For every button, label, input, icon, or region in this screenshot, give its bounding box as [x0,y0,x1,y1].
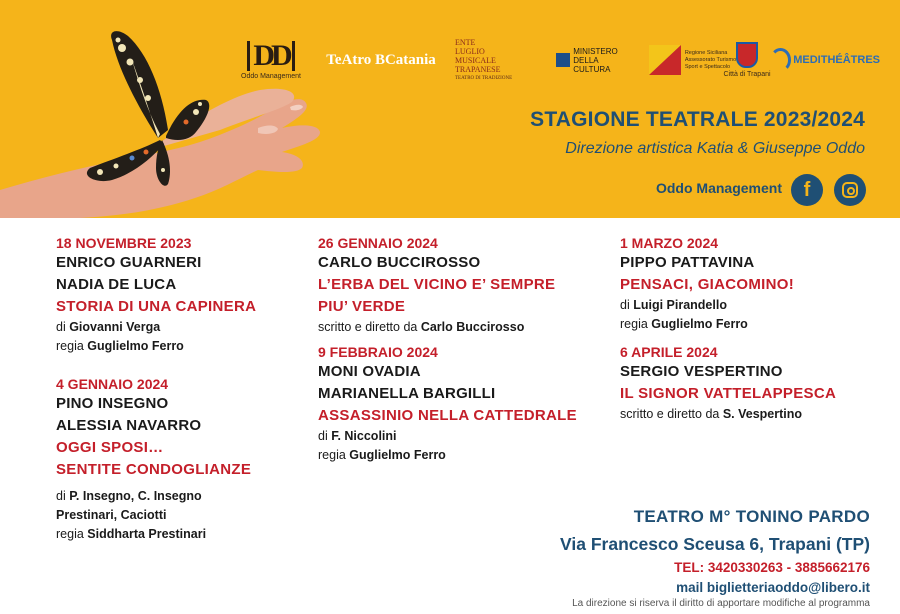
show-card [620,235,880,334]
season-subtitle: Direzione artistica Katia & Giuseppe Oddo [565,140,865,157]
show-date: 1 MARZO 2024 [620,235,719,251]
show-title: SENTITE CONDOGLIANZE [56,461,252,478]
show-date: 18 NOVEMBRE 2023 [56,235,192,251]
show-date: 6 APRILE 2024 [620,344,718,360]
show-credit: di Luigi Pirandello [620,298,727,312]
trapani-crest-icon [736,42,758,68]
show-performer: CARLO BUCCIROSSO [318,254,481,271]
show-performer: MONI OVADIA [318,363,421,380]
show-date: 9 FEBBRAIO 2024 [318,344,438,360]
show-date: 4 GENNAIO 2024 [56,376,169,392]
show-title: PENSACI, GIACOMINO! [620,276,795,293]
facebook-icon[interactable]: f [791,174,823,206]
show-credit: regia Siddharta Prestinari [56,527,207,541]
social-label: Oddo Management [655,180,782,196]
show-performer: SERGIO VESPERTINO [620,363,783,380]
venue-info [540,506,870,598]
show-date: 26 GENNAIO 2024 [318,235,438,251]
show-credit: di Giovanni Verga [56,320,161,334]
venue-phone[interactable]: TEL: 3420330263 - 3885662176 [674,560,870,575]
show-performer: ALESSIA NAVARRO [56,417,202,434]
instagram-icon[interactable] [834,174,866,206]
show-credit: regia Guglielmo Ferro [620,317,748,331]
citta-trapani-logo: Città di Trapani [723,32,771,88]
show-card [620,344,880,424]
venue-name: TEATRO M° TONINO PARDO [633,507,870,526]
show-performer: NADIA DE LUCA [56,276,177,293]
oddo-management-logo: DD Oddo Management [241,38,301,80]
disclaimer: La direzione si riserva il diritto di apportare modifiche al programma [572,598,870,609]
show-title: L’ERBA DEL VICINO E’ SEMPRE [318,276,556,293]
show-performer: PINO INSEGNO [56,395,169,412]
show-credit: Prestinari, Caciotti [56,508,167,522]
show-credit: di F. Niccolini [318,429,397,443]
venue-address: Via Francesco Sceusa 6, Trapani (TP) [560,534,870,554]
show-title: STORIA DI UNA CAPINERA [56,298,257,315]
show-credit: di P. Insegno, C. Insegno [56,489,202,503]
show-card [56,235,286,356]
wave-icon [770,48,791,72]
show-performer: PIPPO PATTAVINA [620,254,755,271]
show-title: PIU’ VERDE [318,298,406,315]
mic-icon [556,53,570,67]
show-card [318,344,588,465]
meditheatres-logo: MEDITHÉÂTRES [770,32,880,88]
venue-email[interactable]: mail biglietteriaoddo@libero.it [676,580,870,595]
header-banner [0,0,900,218]
show-performer: MARIANELLA BARGILLI [318,385,496,402]
show-card [56,376,286,544]
show-credit: scritto e diretto da S. Vespertino [620,407,803,421]
show-credit: regia Guglielmo Ferro [56,339,184,353]
show-title: IL SIGNOR VATTELAPPESCA [620,385,837,402]
season-title: STAGIONE TEATRALE 2023/2024 [530,108,865,131]
show-title: ASSASSINIO NELLA CATTEDRALE [318,407,577,424]
show-performer: ENRICO GUARNERI [56,254,202,271]
show-card [318,235,588,337]
ministero-cultura-logo: MINISTERO DELLA CULTURA [553,32,621,88]
ente-luglio-musicale-logo: ENTE LUGLIO MUSICALE TRAPANESE TEATRO DI TRADIZIONE [455,37,513,81]
partner-logos [241,32,885,88]
show-title: OGGI SPOSI… [56,439,164,456]
regione-siciliana-logo: Regione Siciliana Assessorato Turismo Sport e Spettacolo [630,32,755,88]
teatro-bc-catania-logo: TeAtro BCatania [326,51,436,68]
sicily-flag-icon [649,45,681,75]
show-credit: scritto e diretto da Carlo Buccirosso [318,320,525,334]
show-credit: regia Guglielmo Ferro [318,448,446,462]
